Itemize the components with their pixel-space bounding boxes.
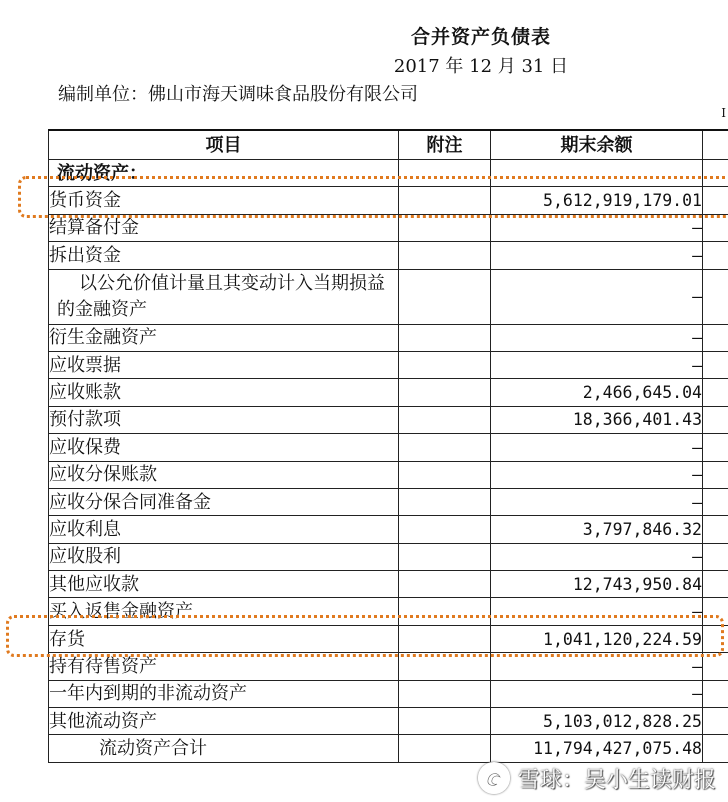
- row-cutoff-cell: [703, 242, 728, 269]
- table-row: [49, 187, 728, 214]
- row-note: [399, 571, 491, 598]
- row-note: [399, 543, 491, 570]
- row-cutoff-cell: [703, 625, 728, 652]
- row-cutoff-cell: [703, 351, 728, 378]
- row-note: [399, 160, 491, 187]
- row-item-label: 买入返售金融资产: [49, 598, 399, 625]
- row-item-label: 结算备付金: [49, 214, 399, 241]
- row-note: [399, 379, 491, 406]
- row-ending-balance: –: [491, 653, 703, 680]
- row-item-label: 应收票据: [49, 351, 399, 378]
- row-note: [399, 351, 491, 378]
- row-cutoff-cell: [703, 598, 728, 625]
- row-item-label: 应收保费: [49, 434, 399, 461]
- row-note: [399, 735, 491, 762]
- row-ending-balance: 3,797,846.32: [491, 516, 703, 543]
- row-cutoff-cell: [703, 708, 728, 735]
- row-item-label: 持有待售资产: [49, 653, 399, 680]
- row-ending-balance: 11,794,427,075.48: [491, 735, 703, 762]
- table-row: [49, 735, 728, 762]
- row-item-label: 预付款项: [49, 406, 399, 433]
- row-item-label: 货币资金: [49, 187, 399, 214]
- row-ending-balance: –: [491, 680, 703, 707]
- column-header-note: 附注: [399, 130, 491, 160]
- row-note: [399, 214, 491, 241]
- table-row: [49, 598, 728, 625]
- row-ending-balance: 12,743,950.84: [491, 571, 703, 598]
- row-ending-balance: –: [491, 269, 703, 324]
- row-ending-balance: –: [491, 488, 703, 515]
- row-cutoff-cell: [703, 680, 728, 707]
- row-ending-balance: –: [491, 242, 703, 269]
- table-row: [49, 571, 728, 598]
- watermark-text: 雪球：吴小生读财报: [517, 767, 716, 793]
- table-row: [49, 324, 728, 351]
- table-header-row: [49, 130, 728, 160]
- table-row: [49, 379, 728, 406]
- row-ending-balance: 5,612,919,179.01: [491, 187, 703, 214]
- row-note: [399, 242, 491, 269]
- row-note: [399, 488, 491, 515]
- row-cutoff-cell: [703, 735, 728, 762]
- row-cutoff-cell: [703, 160, 728, 187]
- row-ending-balance: –: [491, 324, 703, 351]
- row-cutoff-cell: [703, 571, 728, 598]
- table-row: [49, 708, 728, 735]
- row-cutoff-cell: [703, 406, 728, 433]
- row-cutoff-cell: [703, 187, 728, 214]
- row-item-label: 应收分保合同准备金: [49, 488, 399, 515]
- row-ending-balance: –: [491, 351, 703, 378]
- column-header-ending-balance: 期末余额: [491, 130, 703, 160]
- row-cutoff-cell: [703, 269, 728, 324]
- row-ending-balance: –: [491, 543, 703, 570]
- table-row: [49, 242, 728, 269]
- row-note: [399, 434, 491, 461]
- table-row: [49, 214, 728, 241]
- row-item-label: 应收股利: [49, 543, 399, 570]
- row-cutoff-cell: [703, 488, 728, 515]
- row-note: [399, 324, 491, 351]
- row-note: [399, 598, 491, 625]
- page-mark: I: [721, 106, 726, 120]
- row-ending-balance: [491, 160, 703, 187]
- column-header-item: 项目: [49, 130, 399, 160]
- row-cutoff-cell: [703, 516, 728, 543]
- table-row: [49, 434, 728, 461]
- row-note: [399, 269, 491, 324]
- row-cutoff-cell: [703, 461, 728, 488]
- row-cutoff-cell: [703, 434, 728, 461]
- row-item-label: 应收利息: [49, 516, 399, 543]
- row-note: [399, 625, 491, 652]
- row-ending-balance: –: [491, 214, 703, 241]
- row-item-label: 存货: [49, 625, 399, 652]
- row-item-label: 流动资产：: [49, 160, 399, 187]
- row-ending-balance: 2,466,645.04: [491, 379, 703, 406]
- balance-sheet-table: [48, 129, 728, 763]
- row-note: [399, 708, 491, 735]
- snowball-logo-icon: [478, 762, 510, 794]
- row-item-label: 应收账款: [49, 379, 399, 406]
- table-row: [49, 269, 728, 324]
- column-header-cutoff: [703, 130, 728, 160]
- row-ending-balance: –: [491, 598, 703, 625]
- row-note: [399, 653, 491, 680]
- table-row: [49, 680, 728, 707]
- row-item-label: 一年内到期的非流动资产: [49, 680, 399, 707]
- row-note: [399, 187, 491, 214]
- row-item-label: 衍生金融资产: [49, 324, 399, 351]
- report-title: 合并资产负债表: [410, 26, 551, 48]
- table-row: [49, 516, 728, 543]
- row-ending-balance: 18,366,401.43: [491, 406, 703, 433]
- row-ending-balance: –: [491, 434, 703, 461]
- row-cutoff-cell: [703, 324, 728, 351]
- row-item-label: 其他流动资产: [49, 708, 399, 735]
- table-row: [49, 461, 728, 488]
- row-ending-balance: 1,041,120,224.59: [491, 625, 703, 652]
- row-item-label: 拆出资金: [49, 242, 399, 269]
- row-item-label: 流动资产合计: [49, 735, 399, 762]
- row-cutoff-cell: [703, 214, 728, 241]
- table-row: [49, 351, 728, 378]
- table-row: [49, 543, 728, 570]
- table-row: [49, 488, 728, 515]
- row-note: [399, 516, 491, 543]
- row-cutoff-cell: [703, 543, 728, 570]
- row-item-label: 应收分保账款: [49, 461, 399, 488]
- row-item-label: 其他应收款: [49, 571, 399, 598]
- report-date: 2017 年 12 月 31 日: [393, 56, 569, 77]
- row-cutoff-cell: [703, 379, 728, 406]
- table-row: [49, 160, 728, 187]
- row-ending-balance: 5,103,012,828.25: [491, 708, 703, 735]
- table-row: [49, 625, 728, 652]
- table-row: [49, 406, 728, 433]
- row-ending-balance: –: [491, 461, 703, 488]
- watermark: [478, 762, 716, 794]
- table-row: [49, 653, 728, 680]
- preparing-unit: 编制单位：佛山市海天调味食品股份有限公司: [58, 84, 418, 105]
- row-note: [399, 406, 491, 433]
- row-cutoff-cell: [703, 653, 728, 680]
- row-note: [399, 461, 491, 488]
- row-note: [399, 680, 491, 707]
- row-item-label: 以公允价值计量且其变动计入当期损益的金融资产: [49, 269, 399, 324]
